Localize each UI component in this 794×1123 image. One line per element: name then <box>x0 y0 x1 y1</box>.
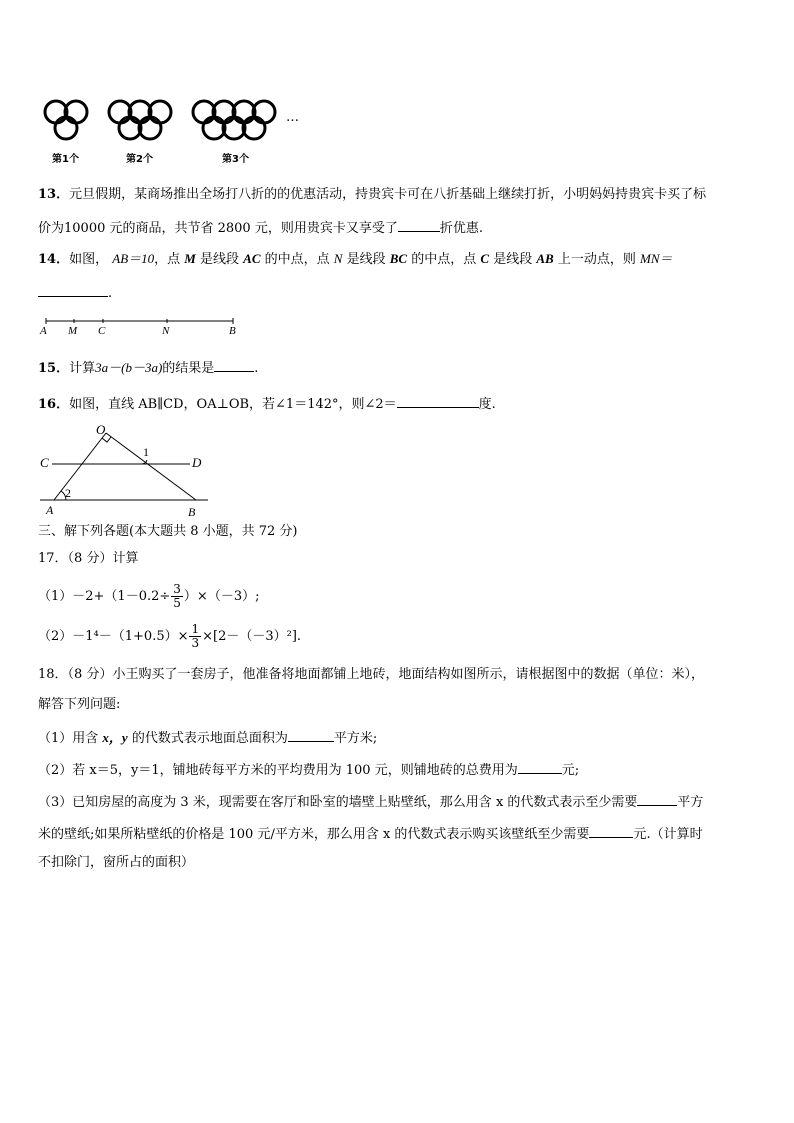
q15-t2: 的结果是 <box>162 361 215 376</box>
q14-t4: 的中点，点 <box>264 252 330 267</box>
q13-line1 <box>38 186 706 204</box>
q18-p1-c: 平方米; <box>333 731 378 746</box>
q14-end: . <box>108 286 113 301</box>
q17-p2-num: 1 <box>191 622 200 636</box>
q18-line1: 18．（8 分）小王购买了一套房子，他准备将地面都铺上地砖，地面结构如图所示，请根据图中的数据（单位：米）， <box>38 667 704 682</box>
q18-p1-blank <box>288 728 334 742</box>
segment-label-c: C <box>98 325 106 337</box>
section-3-heading: 三、解下列各题(本大题共 8 小题，共 72 分) <box>38 524 298 539</box>
q14-mn: MN＝ <box>640 251 673 266</box>
q16-t1: 如图，直线 AB∥CD，OA⊥OB，若∠1＝142°，则∠2＝ <box>69 397 397 412</box>
q14-t7: 是线段 <box>493 252 533 267</box>
q18-part3-line3: 不扣除门，窗所占的面积） <box>38 855 195 870</box>
q15-end: . <box>254 361 259 376</box>
rings-figure <box>38 98 318 146</box>
q18-p2-a: （2）若 x＝5，y＝1，铺地砖每平方米的平均费用为 100 元，则铺地砖的总费用为 <box>38 763 518 778</box>
q15-number: 15． <box>38 361 70 376</box>
q14-answer-blank <box>38 283 108 297</box>
segment-label-a: A <box>40 325 47 337</box>
q14-t1: 如图， <box>69 252 109 267</box>
q15-t1: 计算 <box>69 361 96 376</box>
q18-p3-c: 米的壁纸;如果所粘壁纸的价格是 100 元/平方米，那么用含 x 的代数式表示购买该壁纸至少需要 <box>38 827 590 842</box>
q17-p1-a: （1）－2+（1－0.2÷ <box>38 589 171 604</box>
fig-label-d: D <box>192 455 202 470</box>
q17-p1-fraction <box>171 583 183 610</box>
fig-label-o: O <box>96 422 106 437</box>
q18-p1-xy: x，y <box>102 730 128 745</box>
q14-line1 <box>38 250 673 269</box>
rings-ellipsis: … <box>286 110 299 125</box>
q17-p2-b: ×[2－（－3）²]. <box>202 629 302 644</box>
q16-number: 16． <box>38 397 70 412</box>
segment-label-n: N <box>162 325 170 337</box>
q14-t6: 的中点，点 <box>411 252 477 267</box>
segment-figure <box>36 316 246 338</box>
q17-p2-den: 3 <box>191 636 200 650</box>
ring <box>55 117 77 139</box>
q14-t2: ，点 <box>154 252 181 267</box>
q14-c: C <box>480 251 490 266</box>
q13-answer-blank <box>398 218 440 232</box>
q17-header: 17．（8 分）计算 <box>38 551 139 566</box>
angle-figure <box>36 420 216 518</box>
q16-answer-blank <box>397 394 479 408</box>
rings-caption-3: 第3个 <box>222 154 249 165</box>
q17-p2-fraction <box>189 623 201 650</box>
q17-part2 <box>38 620 301 654</box>
q18-p2-blank <box>518 760 562 774</box>
q17-p1-b: ）×（－3）; <box>183 589 260 604</box>
q14-line2 <box>38 283 112 303</box>
q14-ab: AB <box>536 251 554 266</box>
q13-text-2a: 价为10000 元的商品，共节省 2800 元，则用贵宾卡又享受了 <box>38 221 398 236</box>
segment-label-b: B <box>229 325 236 337</box>
q14-ac: AC <box>243 251 261 266</box>
q14-n: N <box>333 251 343 266</box>
fig-label-angle2: 2 <box>65 486 71 500</box>
q18-p3-b: 平方 <box>677 795 704 810</box>
q13-number: 13． <box>38 187 70 202</box>
q14-bc: BC <box>389 251 408 266</box>
q13-text-2b: 折优惠. <box>439 221 483 236</box>
q18-p3-blank-2 <box>589 824 633 838</box>
q14-t3: 是线段 <box>200 252 240 267</box>
fig-label-angle1: 1 <box>143 445 149 459</box>
segment-label-m: M <box>68 325 78 337</box>
q17-p1-den: 5 <box>173 596 181 610</box>
q17-p2-a: （2）－1⁴－（1+0.5）× <box>38 629 189 644</box>
rings-caption-2: 第2个 <box>126 154 153 165</box>
q18-p2-b: 元; <box>561 763 580 778</box>
q14-ab-eq: AB＝10 <box>112 251 155 266</box>
q16-end: 度. <box>478 397 496 412</box>
q13-text-1: 元旦假期，某商场推出全场打八折的的优惠活动，持贵宾卡可在八折基础上继续打折，小明妈妈持贵宾卡买了标 <box>69 187 707 202</box>
q18-part3-line1 <box>38 792 703 812</box>
q18-p3-a: （3）已知房屋的高度为 3 米，现需要在客厅和卧室的墙壁上贴壁纸，那么用含 x 的代数式表示至少需要 <box>38 795 638 810</box>
rings-caption-1: 第1个 <box>52 154 79 165</box>
fig-label-c: C <box>40 455 49 470</box>
q16-line <box>38 394 496 414</box>
q15-answer-blank <box>214 358 254 372</box>
q18-p1-b: 的代数式表示地面总面积为 <box>131 731 288 746</box>
q14-t8: 上一动点，则 <box>557 252 636 267</box>
q17-part1 <box>38 580 259 614</box>
q18-part3-line2 <box>38 824 703 844</box>
q15-line <box>38 358 258 378</box>
q14-t5: 是线段 <box>346 252 386 267</box>
q18-part1 <box>38 728 377 748</box>
q18-line2: 解答下列问题: <box>38 697 121 712</box>
fig-label-b: B <box>188 505 196 518</box>
q14-m: M <box>184 251 196 266</box>
q17-p1-num: 3 <box>173 582 181 596</box>
q18-part2 <box>38 760 579 780</box>
q14-number: 14． <box>38 252 70 267</box>
q15-expr: 3a－(b－3a) <box>95 360 163 375</box>
fig-label-a: A <box>46 503 54 517</box>
q13-line2 <box>38 218 483 238</box>
q18-p3-d: 元.（计算时 <box>633 827 703 842</box>
q18-p1-a: （1）用含 <box>38 731 99 746</box>
q18-p3-blank-1 <box>637 792 677 806</box>
